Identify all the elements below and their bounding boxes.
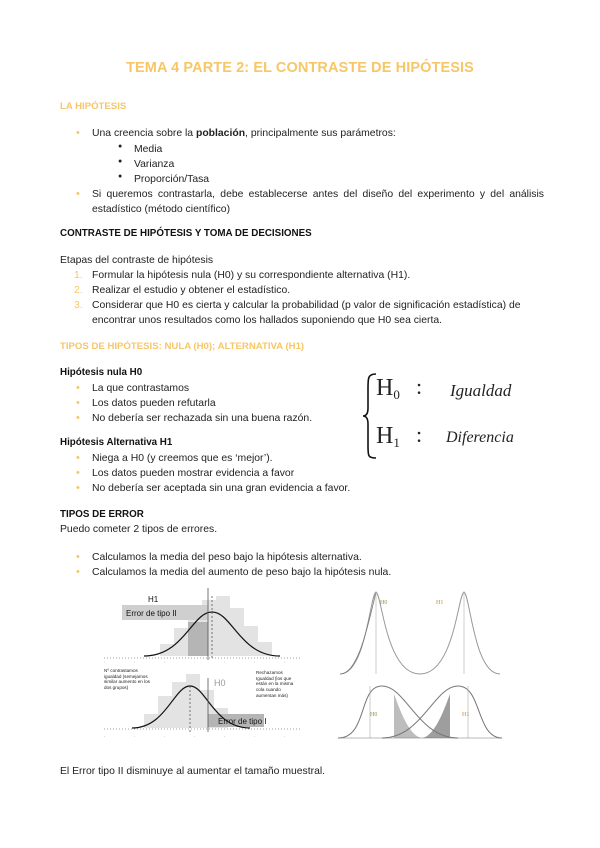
list-item: • Los datos pueden mostrar evidencia a favor xyxy=(74,466,374,481)
h1-letter: H xyxy=(376,423,394,449)
text-run: , principalmente sus parámetros: xyxy=(245,128,396,139)
list-item: • No debería ser rechazada sin una buena razón. xyxy=(74,411,364,426)
list-item: • La que contrastamos xyxy=(74,381,364,396)
h0-letter: H xyxy=(376,375,394,401)
svg-text:·: · xyxy=(194,660,196,665)
step-text: Formular la hipótesis nula (H0) y su correspondiente alternativa (H1). xyxy=(92,270,411,281)
distributions-figure xyxy=(338,586,502,744)
error-figure-right xyxy=(338,586,502,744)
h0-subscript: 0 xyxy=(393,387,400,402)
svg-text:·: · xyxy=(224,660,226,665)
section-heading-tipos: TIPOS DE HIPÓTESIS: NULA (H0); ALTERNATIVA (H1) xyxy=(60,341,305,352)
error-intro: Puedo cometer 2 tipos de errores. xyxy=(60,524,218,535)
top-h1-label: H1 xyxy=(436,600,444,606)
svg-text:·: · xyxy=(194,734,196,739)
error-list xyxy=(74,550,544,580)
h0-label: H0 xyxy=(214,678,226,688)
step-text: Considerar que H0 es cierta y calcular la probabilidad (p valor de significación estadística) de encontrar unos resultados como los hallados suponiendo que H0 sea cierta. xyxy=(92,300,521,327)
svg-text:·: · xyxy=(104,660,106,665)
error-type-1-label: Error de tipo I xyxy=(218,717,267,726)
error-footer: El Error tipo II disminuye al aumentar el tamaño muestral. xyxy=(60,766,326,777)
alt-list xyxy=(74,451,374,496)
bottom-h0-label: H0 xyxy=(370,712,378,718)
contraste-intro: Etapas del contraste de hipótesis xyxy=(60,255,214,266)
list-item: • No debería ser aceptada sin una gran evidencia a favor. xyxy=(74,481,374,496)
error-figure-left xyxy=(104,586,300,744)
alt-heading: Hipótesis Alternativa H1 xyxy=(60,437,173,448)
svg-text:·: · xyxy=(104,734,106,739)
section-heading-hipotesis: LA HIPÓTESIS xyxy=(60,101,127,112)
list-item: • Niega a H0 (y creemos que es ‘mejor’). xyxy=(74,451,374,466)
h1-label: H1 xyxy=(148,595,159,604)
section-heading-error: TIPOS DE ERROR xyxy=(60,509,144,520)
bottom-h1-label: H1 xyxy=(462,712,470,718)
nula-heading: Hipótesis nula H0 xyxy=(60,367,143,378)
svg-text:·: · xyxy=(224,734,226,739)
svg-text:·: · xyxy=(284,660,286,665)
sub-list-item: ● Media xyxy=(118,142,544,157)
step-item xyxy=(74,298,544,328)
list-item xyxy=(74,126,544,187)
h1-colon: : xyxy=(416,422,423,447)
list-item: • Calculamos la media del peso bajo la hipótesis alternativa. xyxy=(74,550,544,565)
svg-text:·: · xyxy=(134,734,136,739)
list-item: • Si queremos contrastarla, debe establecerse antes del diseño del experimento y del análisis estadístico (método científico) xyxy=(74,187,544,217)
h0-symbol xyxy=(376,376,400,401)
note-left: Nº contrastamos igualdad (semejamos similar aumento en los dos grupos) xyxy=(104,668,150,691)
error-type-2-label: Error de tipo II xyxy=(126,609,177,618)
step-number: 1. xyxy=(74,270,83,281)
bold-text: población xyxy=(195,128,246,139)
histogram-figure xyxy=(104,586,300,744)
step-item xyxy=(74,283,544,298)
step-number: 2. xyxy=(74,285,83,297)
list-item: • Calculamos la media del aumento de peso bajo la hipótesis nula. xyxy=(74,565,544,580)
step-text: Realizar el estudio y obtener el estadístico. xyxy=(92,285,291,297)
text-run: Una creencia sobre la xyxy=(92,128,196,139)
svg-text:·: · xyxy=(134,660,136,665)
svg-text:·: · xyxy=(284,734,286,739)
contraste-steps xyxy=(74,268,544,328)
step-number: 3. xyxy=(74,300,83,312)
hipotesis-list xyxy=(74,126,544,217)
sub-list-item: ● Proporción/Tasa xyxy=(118,172,544,187)
step-item xyxy=(74,268,544,283)
nula-list xyxy=(74,381,364,426)
svg-text:·: · xyxy=(254,660,256,665)
svg-text:·: · xyxy=(254,734,256,739)
top-h0-label: H0 xyxy=(380,600,388,606)
hypothesis-formula xyxy=(362,370,542,462)
svg-text:·: · xyxy=(164,734,166,739)
sub-list-item: ● Varianza xyxy=(118,157,544,172)
note-right: Rechazamos Igualdad (los que están en la misma cola cuando aumentan más) xyxy=(256,670,294,698)
list-item: • Los datos pueden refutarla xyxy=(74,396,364,411)
page-title: TEMA 4 PARTE 2: EL CONTRASTE DE HIPÓTESIS xyxy=(126,60,474,76)
h0-word: Igualdad xyxy=(450,381,512,400)
h1-symbol xyxy=(376,424,400,449)
section-heading-contraste: CONTRASTE DE HIPÓTESIS Y TOMA DE DECISIONES xyxy=(60,228,312,239)
h0-colon: : xyxy=(416,374,423,399)
sub-list xyxy=(118,142,544,187)
h1-subscript: 1 xyxy=(393,435,400,450)
svg-text:·: · xyxy=(164,660,166,665)
h1-word: Diferencia xyxy=(446,429,514,446)
